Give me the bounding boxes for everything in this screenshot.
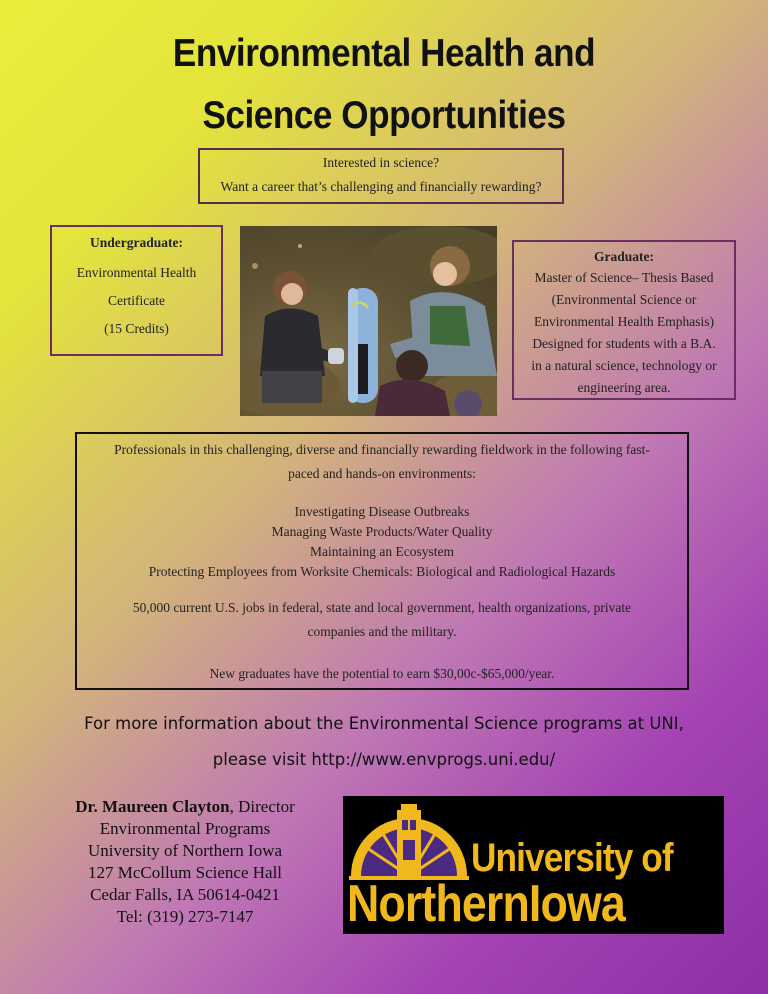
more-info-line: For more information about the Environmental Science programs at UNI, <box>84 714 684 733</box>
page-title-line1: Environmental Health and <box>172 32 596 75</box>
intro-box <box>198 148 564 204</box>
uni-logo <box>343 796 724 934</box>
field-photo <box>240 226 497 416</box>
logo-text-northern-iowa: NorthernIowa <box>347 875 625 933</box>
page-title-line2: Science Opportunities <box>202 94 566 137</box>
undergraduate-heading: Undergraduate: <box>90 235 183 250</box>
undergraduate-line: Certificate <box>108 293 165 308</box>
graduate-line: engineering area. <box>577 380 671 395</box>
graduate-line: Environmental Health Emphasis) <box>534 314 714 329</box>
professionals-intro-line: paced and hands-on environments: <box>288 466 476 481</box>
jobs-line: companies and the military. <box>307 624 457 639</box>
contact-phone: Tel: (319) 273-7147 <box>116 907 254 926</box>
contact-name: Dr. Maureen Clayton <box>75 797 230 816</box>
graduate-line: (Environmental Science or <box>551 292 697 307</box>
undergraduate-line: Environmental Health <box>76 265 197 280</box>
professionals-intro-line: Professionals in this challenging, diverse and financially rewarding fieldwork in the following fast- <box>114 442 650 457</box>
contact-block <box>45 796 325 928</box>
contact-university: University of Northern Iowa <box>87 841 283 860</box>
graduate-line: Designed for students with a B.A. <box>532 336 716 351</box>
environment-item: Maintaining an Ecosystem <box>310 544 454 559</box>
logo-text-university: University of <box>471 836 673 880</box>
environment-item: Managing Waste Products/Water Quality <box>271 524 493 539</box>
graduate-line: in a natural science, technology or <box>531 358 717 373</box>
graduate-line: Master of Science– Thesis Based <box>534 270 714 285</box>
environment-item: Protecting Employees from Worksite Chemicals: Biological and Radiological Hazards <box>148 564 616 579</box>
graduate-heading: Graduate: <box>594 249 654 264</box>
contact-address: 127 McCollum Science Hall <box>87 863 283 882</box>
more-info-link[interactable]: please visit http://www.envprogs.uni.edu/ <box>212 750 556 769</box>
intro-question-2: Want a career that’s challenging and financially rewarding? <box>220 179 542 194</box>
contact-city: Cedar Falls, IA 50614-0421 <box>90 885 280 904</box>
salary-line: New graduates have the potential to earn $30,00c-$65,000/year. <box>209 666 555 681</box>
contact-name-line <box>45 796 325 818</box>
professionals-box <box>75 432 689 690</box>
contact-role: , Director <box>229 797 295 816</box>
jobs-line: 50,000 current U.S. jobs in federal, state and local government, health organizations, private <box>132 600 632 615</box>
intro-question-1: Interested in science? <box>322 155 440 170</box>
undergraduate-line: (15 Credits) <box>104 321 169 336</box>
contact-dept: Environmental Programs <box>99 819 271 838</box>
graduate-box <box>512 240 736 400</box>
environment-item: Investigating Disease Outbreaks <box>294 504 470 519</box>
field-photo-illustration <box>240 226 497 416</box>
undergraduate-box <box>50 225 223 356</box>
